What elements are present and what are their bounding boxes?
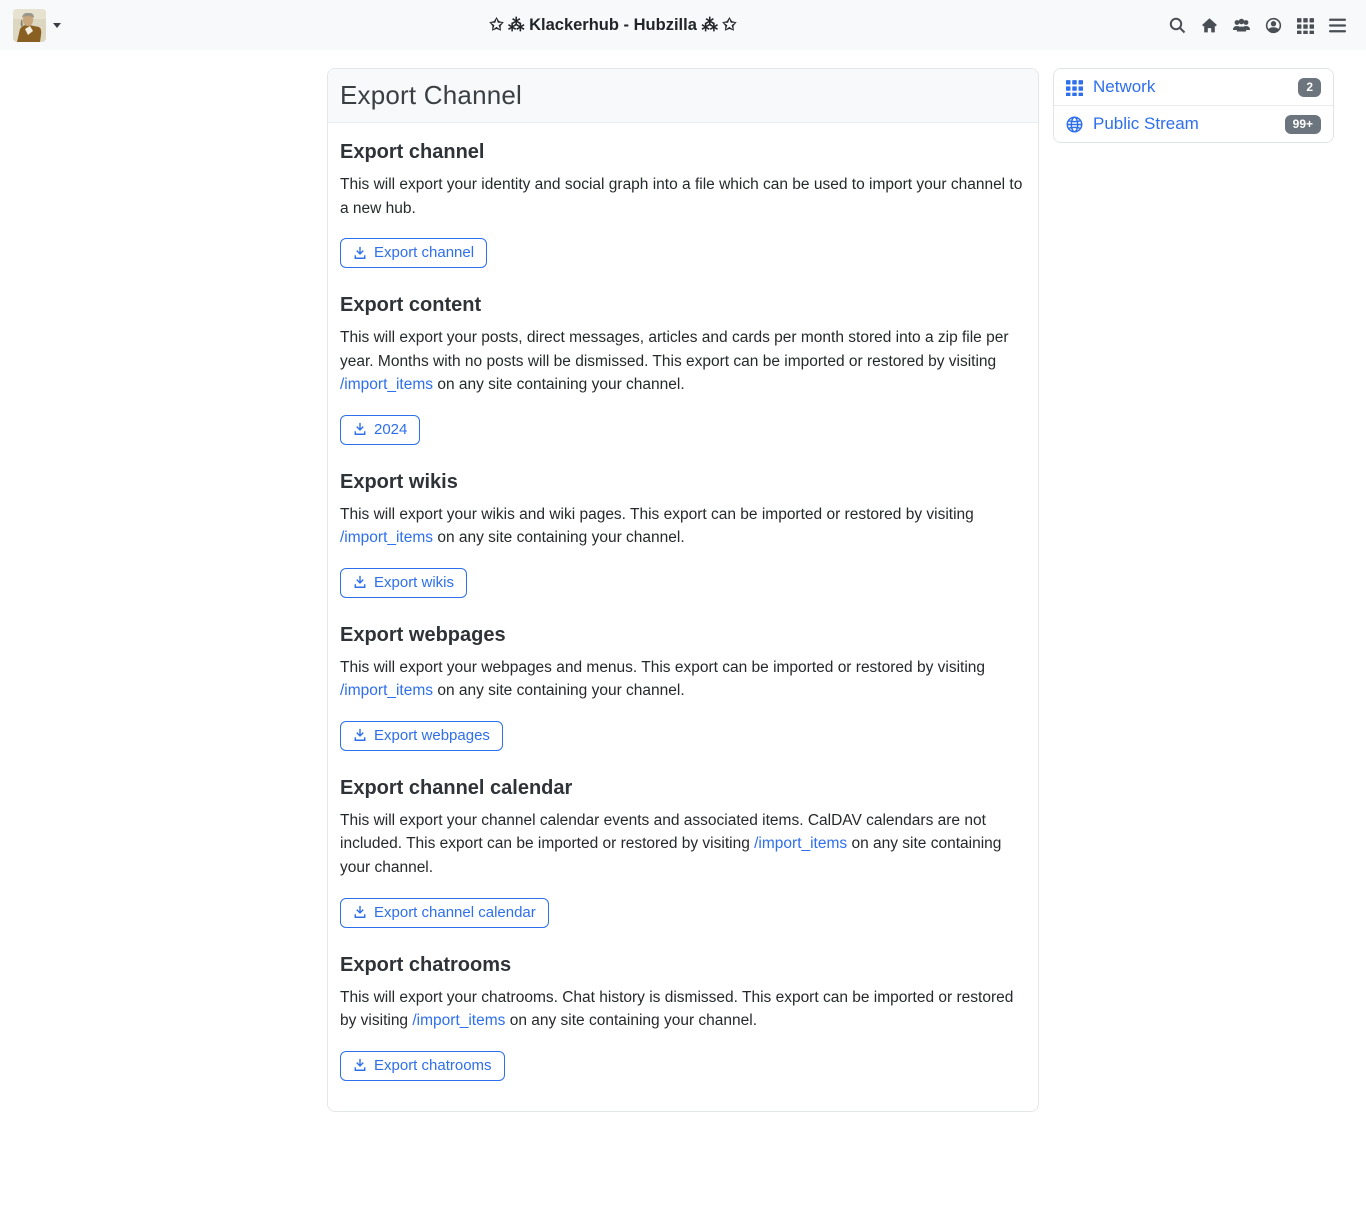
- section-text: This will export your identity and social graph into a file which can be used to import your channel to a new hub.: [340, 176, 1023, 217]
- page-title: Export Channel: [340, 80, 523, 110]
- home-button[interactable]: [1193, 0, 1225, 50]
- export-button-label: Export wikis: [374, 573, 455, 591]
- export-button-label: Export webpages: [374, 726, 490, 744]
- right-sidebar: [1053, 68, 1334, 143]
- download-icon: [353, 422, 367, 436]
- export-button[interactable]: [340, 238, 487, 268]
- section-text: This will export your posts, direct messages, articles and cards per month stored into a zip file per year. Months with no posts will be dismissed. This export can be imported or restored by visiting /import_items on any site containing your channel.: [340, 329, 1009, 394]
- navbar-actions: [1161, 0, 1353, 50]
- channel-menu-toggle[interactable]: [13, 9, 61, 42]
- download-icon: [353, 575, 367, 589]
- menu-button[interactable]: [1321, 0, 1353, 50]
- section-text: This will export your wikis and wiki pages. This export can be imported or restored by visiting /import_items on any site containing your channel.: [340, 505, 974, 547]
- section-heading: Export webpages: [340, 623, 506, 646]
- group-icon: [1232, 17, 1251, 34]
- export-section: [340, 777, 1026, 938]
- section-heading: Export content: [340, 294, 482, 317]
- site-title: ✩ ⁂ Klackerhub - Hubzilla ⁂ ✩: [489, 16, 737, 34]
- apps-grid-icon: [1297, 17, 1314, 34]
- navbar: [0, 0, 1366, 50]
- section-text: This will export your chatrooms. Chat history is dismissed. This export can be imported or restored by visiting /import_items on any site containing your channel.: [340, 988, 1014, 1030]
- export-button[interactable]: [340, 415, 420, 445]
- account-button[interactable]: [1257, 0, 1289, 50]
- menu-icon: [1329, 18, 1346, 33]
- download-icon: [353, 905, 367, 919]
- section-heading: Export channel calendar: [340, 776, 573, 799]
- download-icon: [353, 246, 367, 260]
- home-icon: [1201, 17, 1218, 34]
- export-button[interactable]: [340, 1051, 505, 1081]
- export-button[interactable]: [340, 568, 467, 598]
- export-channel-panel: [327, 68, 1039, 1112]
- section-text: This will export your channel calendar events and associated items. CalDAV calendars are not included. This export can be imported or restored by visiting /import_items on any site containing your channel.: [340, 811, 1002, 877]
- count-badge: 2: [1298, 78, 1321, 97]
- section-heading: Export channel: [340, 141, 485, 163]
- page-title-bar: [328, 69, 1038, 123]
- import-items-link[interactable]: /import_items: [412, 1012, 506, 1030]
- section-text: This will export your webpages and menus. This export can be imported or restored by visiting /import_items on any site containing your channel.: [340, 658, 985, 700]
- grid-icon: [1066, 79, 1083, 96]
- list-item-label: Network: [1093, 77, 1156, 96]
- section-heading: Export wikis: [340, 470, 458, 493]
- export-section: [340, 294, 1026, 455]
- export-button-label: Export channel calendar: [374, 903, 536, 921]
- import-items-link[interactable]: /import_items: [754, 835, 848, 853]
- page-content: [327, 68, 1334, 1112]
- download-icon: [353, 1058, 367, 1072]
- apps-button[interactable]: [1289, 0, 1321, 50]
- count-badge: 99+: [1285, 115, 1321, 134]
- import-items-link[interactable]: /import_items: [340, 376, 434, 394]
- stream-list: [1053, 68, 1334, 143]
- export-button-label: Export chatrooms: [374, 1056, 492, 1074]
- export-button[interactable]: [340, 721, 503, 751]
- section-heading: Export chatrooms: [340, 953, 512, 976]
- group-button[interactable]: [1225, 0, 1257, 50]
- account-icon: [1265, 17, 1282, 34]
- globe-icon: [1066, 116, 1083, 133]
- export-section: [340, 954, 1026, 1091]
- export-button-label: 2024: [374, 420, 408, 438]
- export-section: [340, 471, 1026, 608]
- search-button[interactable]: [1161, 0, 1193, 50]
- search-icon: [1169, 17, 1186, 34]
- export-button[interactable]: [340, 898, 549, 928]
- import-items-link[interactable]: /import_items: [340, 682, 434, 700]
- sidebar-item-public-stream[interactable]: [1054, 105, 1333, 142]
- avatar-portrait: [13, 9, 46, 42]
- export-sections: [328, 123, 1038, 1111]
- export-section: [340, 624, 1026, 761]
- download-icon: [353, 728, 367, 742]
- export-button-label: Export channel: [374, 244, 475, 262]
- export-section: [340, 141, 1026, 278]
- chevron-down-icon: [53, 23, 61, 28]
- sidebar-item-network[interactable]: [1054, 69, 1333, 105]
- import-items-link[interactable]: /import_items: [340, 529, 434, 547]
- list-item-label: Public Stream: [1093, 114, 1199, 133]
- avatar[interactable]: [13, 9, 46, 42]
